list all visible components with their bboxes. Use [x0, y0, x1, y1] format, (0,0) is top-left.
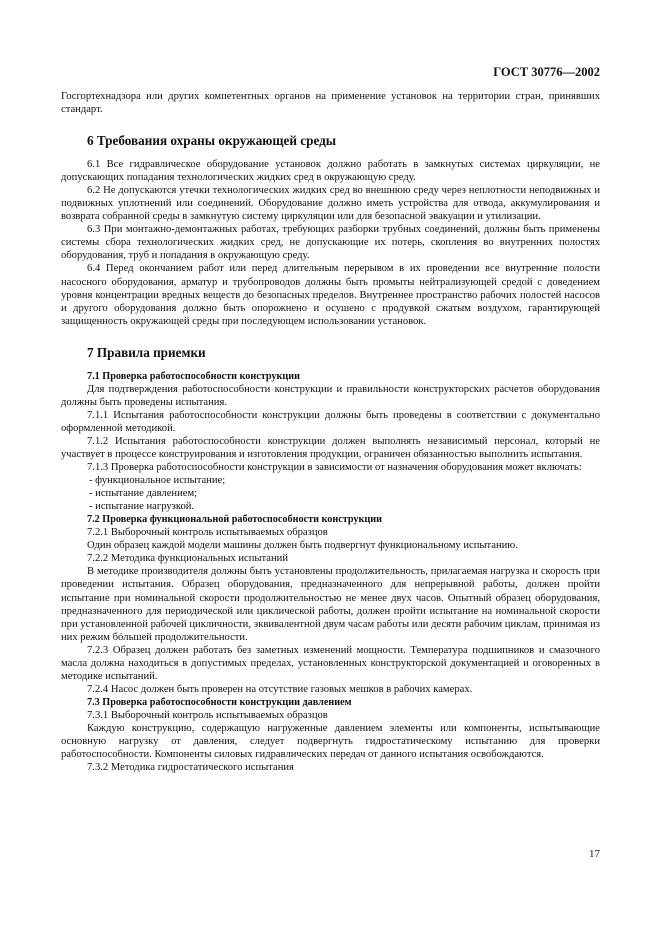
paragraph-7-2-1-body: Один образец каждой модели машины должен быть подвергнут функциональному испытанию.: [87, 540, 518, 552]
paragraph-7-3-1: 7.3.1 Выборочный контроль испытываемых образцов: [87, 709, 328, 721]
list-item: - функциональное испытание;: [89, 475, 226, 487]
list-item: - испытание давлением;: [89, 488, 198, 500]
paragraph-7-2-1: 7.2.1 Выборочный контроль испытываемых образцов: [87, 527, 328, 539]
subsection-7-2-heading: 7.2 Проверка функциональной работоспособности конструкции: [87, 514, 382, 526]
list-item: - испытание нагрузкой.: [89, 501, 195, 513]
paragraph-6-1: 6.1 Все гидравлическое оборудование установок должно работать в замкнутых системах циркуляции, не допускающих попадания технологических жидких сред в окружающую среду.: [61, 159, 600, 184]
paragraph-6-4: 6.4 Перед окончанием работ или перед длительным перерывом в их проведении все внутренние полости насосного оборудования, арматур и трубопроводов должны быть промыты нейтрализующей средой с доведением уровня концентрации вредных веществ до безопасных пределов. Внутреннее пространство рабочих полостей насосов и другого оборудования должно быть опорожнено и осушено с продувкой сжатым воздухом, гарантирующей защищенность окружающей среды при последующем использовании установок.: [61, 263, 600, 327]
subsection-7-3-heading: 7.3 Проверка работоспособности конструкции давлением: [87, 696, 352, 708]
paragraph-7-2-2: 7.2.2 Методика функциональных испытаний: [87, 553, 288, 565]
paragraph-7-1: Для подтверждения работоспособности конструкции и правильности конструкторских расчетов оборудования должны быть проведены испытания.: [61, 383, 600, 408]
section-7-heading: 7 Правила приемки: [87, 344, 206, 360]
paragraph-7-1-2: 7.1.2 Испытания работоспособности конструкции должен выполнять независимый персонал, который не участвует в процессе конструирования и изготовления продукции, ограничен обязанностью выполнить испытания.: [61, 435, 600, 460]
subsection-7-1-heading: 7.1 Проверка работоспособности конструкции: [87, 370, 300, 382]
paragraph-6-3: 6.3 При монтажно-демонтажных работах, требующих разборки трубных соединений, должны быть применены системы сбора технологических жидких сред, не допускающие их потерь, скопления во внутренних полостях оборудования, труб и попадания в окружающую среду.: [61, 224, 600, 262]
paragraph-7-2-3: 7.2.3 Образец должен работать без заметных изменений мощности. Температура подшипников и смазочного масла должна находиться в допустимых пределах, установленных конструкторской документацией и оговоренных в методике испытаний.: [61, 644, 600, 682]
paragraph-7-3-2: 7.3.2 Методика гидростатического испытания: [87, 762, 294, 774]
document-code: ГОСТ 30776—2002: [493, 65, 600, 79]
paragraph-7-1-1: 7.1.1 Испытания работоспособности конструкции должны быть проведены в соответствии с документально оформленной методикой.: [61, 409, 600, 434]
paragraph-continuation: Госгортехнадзора или других компетентных органов на применение установок на территории стран, принявших стандарт.: [61, 91, 600, 116]
paragraph-6-2: 6.2 Не допускаются утечки технологических жидких сред во внешнюю среду через неплотности неподвижных и подвижных уплотнений или соединений. Оборудование должно иметь устройства для отвода, аккумулирования и возврата собранной среды в замкнутую систему циркуляции или для безопасной эвакуации и утилизации.: [61, 185, 600, 223]
document-body: [61, 90, 600, 774]
paragraph-7-3-1-body: Каждую конструкцию, содержащую нагруженные давлением элементы или компоненты, испытывающие основную нагрузку от давления, следует подвергнуть гидростатическому испытанию для проверки работоспособности. Компоненты силовых гидравлических передач от данного испытания освобождаются.: [61, 722, 600, 761]
page-number: 17: [589, 848, 600, 860]
paragraph-7-2-4: 7.2.4 Насос должен быть проверен на отсутствие газовых мешков в рабочих камерах.: [87, 683, 473, 695]
paragraph-7-1-3: 7.1.3 Проверка работоспособности конструкции в зависимости от назначения оборудования может включать:: [87, 462, 582, 474]
section-6-heading: 6 Требования охраны окружающей среды: [87, 133, 337, 149]
paragraph-7-2-2-body: В методике производителя должны быть установлены продолжительность, прилагаемая нагрузка и скорость при проведении испытания. Образец оборудования, предназначенного для непрерывной работы, должен пройти испытание при номинальной скорости продолжительностью не менее двух часов. Опытный образец оборудования, предназначенного для периодической или циклической работы, должен пройти испытание на номинальной скорости при установленной рабочей цикличности, эквивалентной двум часам работы или десяти рабочим циклам, принимая из них режим бóльшей продолжительности.: [61, 566, 600, 643]
